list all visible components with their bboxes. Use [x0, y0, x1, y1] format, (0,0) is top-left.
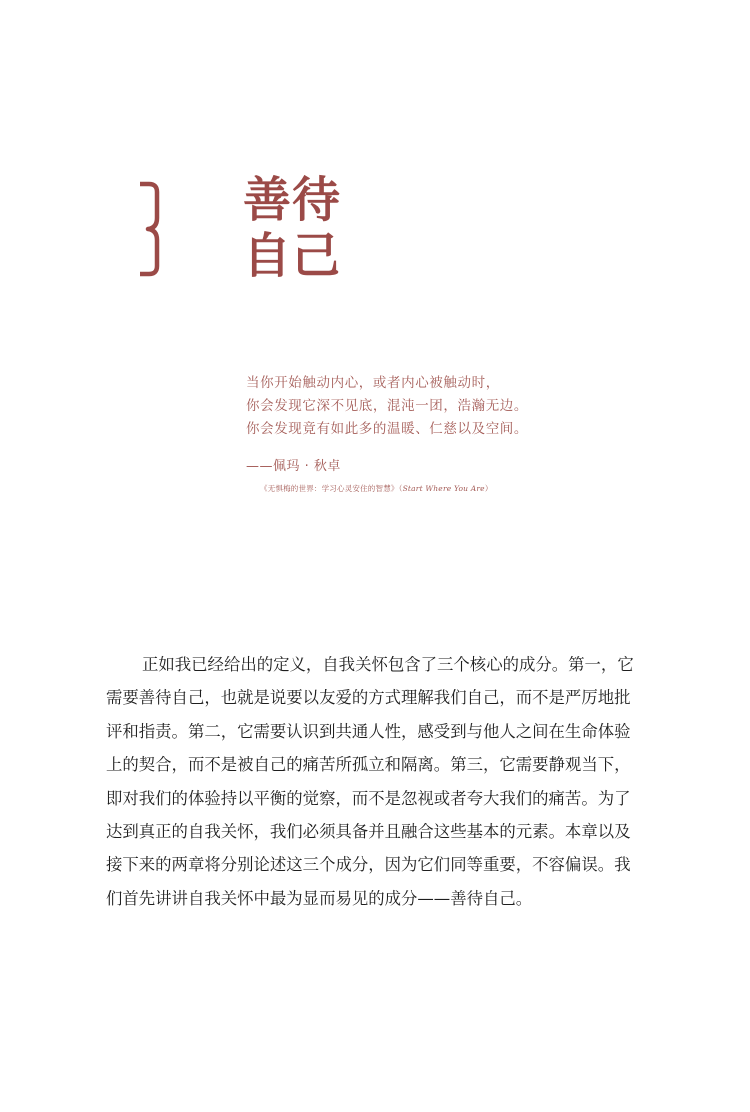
- body-line: 评和指责。第二，它需要认识到共通人性，感受到与他人之间在生命体验: [106, 721, 631, 741]
- epigraph-source: 《无惧梅的世界：学习心灵安住的智慧》（Start Where You Are）: [260, 484, 493, 493]
- epigraph-source-en: Start Where You Are: [402, 484, 485, 493]
- body-line: 达到真正的自我关怀，我们必须具备并且融合这些基本的元素。本章以及: [106, 822, 631, 842]
- chapter-title: [243, 172, 443, 284]
- epigraph-source-cn: 《无惧梅的世界：学习心灵安住的智慧》: [260, 484, 399, 493]
- body-line: 需要善待自己，也就是说要以友爱的方式理解我们自己，而不是严厉地批: [106, 688, 631, 708]
- body-line: 上的契合，而不是被自己的痛苦所孤立和隔离。第三，它需要静观当下，: [106, 755, 631, 775]
- chapter-number-glyph: [136, 178, 162, 280]
- epigraph-line: 当你开始触动内心，或者内心被触动时，: [246, 375, 500, 391]
- body-line: 接下来的两章将分别论述这三个成分，因为它们同等重要，不容偏误。我: [106, 855, 631, 875]
- chapter-number-3: [136, 178, 162, 280]
- body-line: 即对我们的体验持以平衡的觉察，而不是忽视或者夸大我们的痛苦。为了: [106, 788, 631, 808]
- body-line: 正如我已经给出的定义，自我关怀包含了三个核心的成分。第一，它: [142, 655, 634, 674]
- chapter-title-line-2: 自己: [243, 228, 342, 284]
- epigraph: [246, 372, 666, 495]
- epigraph-line: 你会发现竟有如此多的温暖、仁慈以及空间。: [246, 421, 528, 437]
- body-paragraph: [106, 648, 666, 915]
- epigraph-line: 你会发现它深不见底，混沌一团，浩瀚无边。: [246, 398, 528, 414]
- chapter-title-line-1: 善待: [243, 172, 342, 228]
- epigraph-author: ——佩玛 · 秋卓: [246, 459, 341, 474]
- body-line: 们首先讲讲自我关怀中最为显而易见的成分——善待自己。: [106, 888, 533, 908]
